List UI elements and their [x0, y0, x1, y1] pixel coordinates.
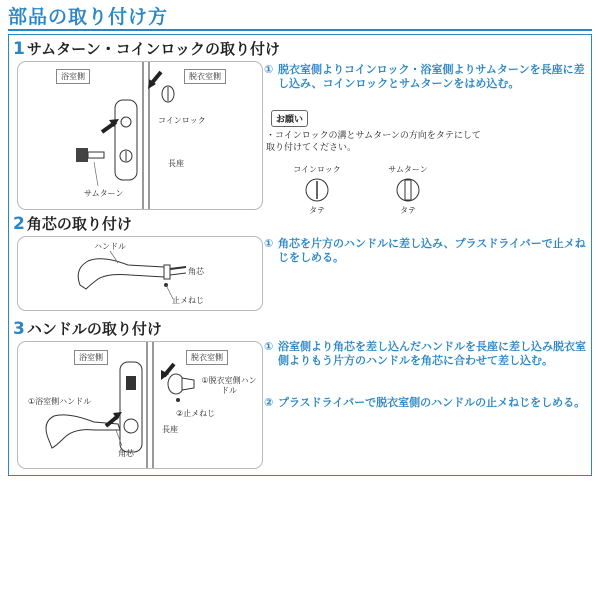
- section3-step1: [264, 340, 592, 368]
- section3-title: ハンドルの取り付け: [26, 320, 162, 338]
- notice-badge: お願い: [271, 110, 308, 127]
- section1-step1-marker: ①: [264, 63, 274, 76]
- section3-step2: [264, 396, 592, 410]
- section1-heading: [13, 38, 280, 59]
- section2-figure: [17, 236, 263, 311]
- dial2-sub: タテ: [400, 206, 416, 215]
- title-underline: [8, 29, 592, 31]
- section3-step1-marker: ①: [264, 340, 274, 353]
- fig3-set-screw-label: ②止メねじ: [176, 409, 216, 418]
- fig3-dressing-side-tag: 脱衣室側: [186, 350, 228, 365]
- section1-number: 1: [13, 39, 25, 59]
- section3-step2-text: プラスドライバーで脱衣室側のハンドルの止メねじをしめる。: [278, 396, 586, 409]
- section2-number: 2: [13, 214, 25, 234]
- section2-step1-marker: ①: [264, 237, 274, 250]
- fig2-set-screw-label: 止メねじ: [172, 296, 204, 305]
- section1-figure: [17, 61, 263, 210]
- section2-step1-text: 角芯を片方のハンドルに差し込み、プラスドライバーで止メねじをしめる。: [278, 237, 586, 264]
- fig3-base-label: 長座: [162, 425, 178, 434]
- fig1-bath-side-tag: 浴室側: [56, 69, 90, 84]
- dial2-name: サムターン: [388, 165, 428, 174]
- dial1-name: コインロック: [293, 165, 341, 174]
- fig1-base-label: 長座: [168, 159, 184, 168]
- section1-step1-text: 脱衣室側よりコインロック・浴室側よりサムターンを長座に差し込み、コインロックとサムターンをはめ込む。: [278, 63, 585, 90]
- section1-step1: [264, 63, 592, 91]
- fig3-bath-side-tag: 浴室側: [74, 350, 108, 365]
- section3-step2-marker: ②: [264, 396, 274, 409]
- fig3-spindle-label: 角芯: [118, 449, 134, 458]
- section3-step1-text: 浴室側より角芯を差し込んだハンドルを長座に差し込み脱衣室側よりもう片方のハンドルを角芯に合わせて差し込む。: [278, 340, 586, 367]
- section1-illustration: [18, 62, 263, 210]
- fig3-dressing-handle-label: ①脱衣室側ハンドル: [201, 376, 257, 395]
- section2-title: 角芯の取り付け: [26, 215, 132, 233]
- section2-step1: [264, 237, 592, 265]
- page-title: 部品の取り付け方: [8, 6, 169, 28]
- section2-illustration: [18, 237, 263, 311]
- section3-figure: [17, 341, 263, 469]
- thumb-turn-dial-icon: [395, 177, 421, 203]
- fig1-thumb-turn-label: サムターン: [84, 189, 124, 198]
- dial1-sub: タテ: [309, 206, 325, 215]
- section3-number: 3: [13, 319, 25, 339]
- notice-text: ・コインロックの溝とサムターンの方向をタテにして取り付けてください。: [266, 131, 481, 153]
- fig1-dressing-side-tag: 脱衣室側: [184, 69, 226, 84]
- section3-heading: [13, 318, 162, 339]
- fig2-spindle-label: 角芯: [188, 267, 204, 276]
- coin-lock-dial-icon: [304, 177, 330, 203]
- section1-title: サムターン・コインロックの取り付け: [26, 40, 281, 58]
- fig3-bath-handle-label: ①浴室側ハンドル: [28, 397, 92, 406]
- fig2-handle-label: ハンドル: [94, 242, 126, 251]
- section2-heading: [13, 213, 132, 234]
- fig1-coin-lock-label: コインロック: [158, 116, 206, 125]
